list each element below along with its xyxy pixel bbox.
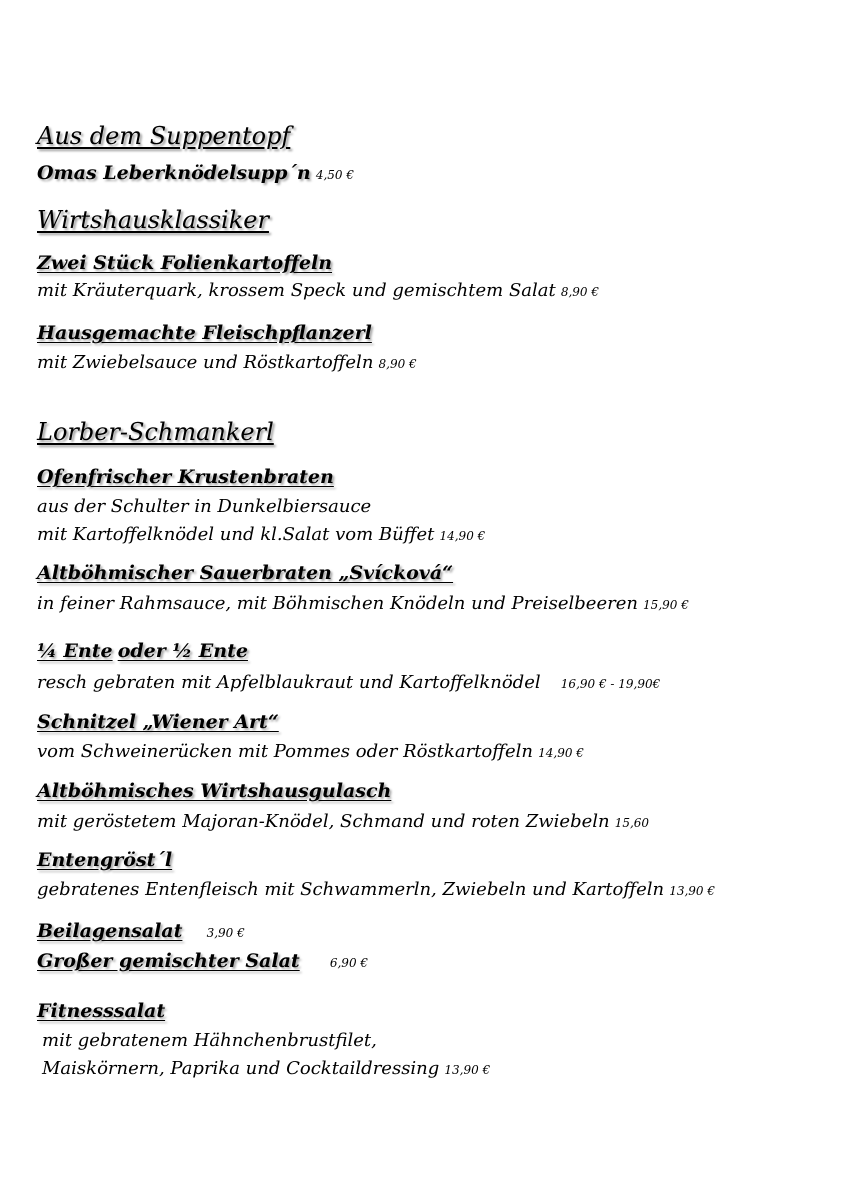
dish-desc-sauerbraten — [37, 593, 689, 614]
dish-desc: mit Zwiebelsauce und Röstkartoffeln — [37, 352, 374, 373]
dish-desc-fleischpflanzerl — [37, 352, 417, 373]
dish-price: 13,90 € — [669, 884, 716, 898]
dish-desc: vom Schweinerücken mit Pommes oder Röstkartoffeln — [37, 741, 534, 762]
dish-desc-fitnesssalat-line1: mit gebratenem Hähnchenbrustfilet, — [42, 1030, 377, 1051]
dish-price: 15,60 — [614, 816, 650, 830]
dish-price: 15,90 € — [643, 598, 689, 612]
dish-name-fitnesssalat: Fitnesssalat — [37, 1000, 166, 1022]
dish-desc-fitnesssalat-line2 — [42, 1058, 490, 1079]
dish-desc-entengroestl — [37, 879, 715, 900]
dish-name-fleischpflanzerl: Hausgemachte Fleischpflanzerl — [37, 322, 372, 344]
dish-desc-gulasch — [37, 811, 649, 832]
dish-price: 16,90 € - 19,90€ — [560, 677, 661, 691]
dish-desc: Maiskörnern, Paprika und Cocktaildressing — [42, 1058, 440, 1079]
dish-desc-krustenbraten-line1: aus der Schulter in Dunkelbiersauce — [37, 496, 372, 517]
menu-item-gemischter-salat — [37, 950, 368, 972]
dish-desc-schnitzel — [37, 741, 584, 762]
dish-desc: mit geröstetem Majoran-Knödel, Schmand und roten Zwiebeln — [37, 811, 610, 832]
dish-price: 4,50 € — [315, 168, 355, 182]
dish-name-schnitzel: Schnitzel „Wiener Art“ — [37, 711, 279, 733]
dish-name: Beilagensalat — [37, 920, 183, 942]
dish-name-ente — [37, 640, 248, 662]
dish-name-krustenbraten: Ofenfrischer Krustenbraten — [37, 466, 334, 488]
dish-name-folienkartoffeln: Zwei Stück Folienkartoffeln — [37, 252, 333, 274]
dish-desc-folienkartoffeln — [37, 280, 599, 301]
dish-name-sauerbraten: Altböhmischer Sauerbraten „Svícková“ — [37, 562, 454, 584]
dish-price: 8,90 € — [560, 285, 599, 299]
dish-price: 13,90 € — [444, 1063, 491, 1077]
dish-desc: in feiner Rahmsauce, mit Böhmischen Knödeln und Preiselbeeren — [37, 593, 638, 614]
dish-price: 8,90 € — [378, 357, 417, 371]
dish-desc-ente — [37, 672, 660, 693]
dish-name-gulasch: Altböhmisches Wirtshausgulasch — [37, 780, 392, 802]
section-title-suppentopf: Aus dem Suppentopf — [37, 122, 291, 150]
dish-price: 14,90 € — [439, 529, 486, 543]
section-title-lorber-schmankerl: Lorber-Schmankerl — [37, 418, 274, 446]
dish-name-entengroestl: Entengröst´l — [37, 849, 173, 871]
dish-name: Großer gemischter Salat — [37, 950, 300, 972]
dish-desc-krustenbraten-line2 — [37, 524, 485, 545]
menu-item-leberknoedelsuppe — [37, 162, 354, 184]
section-title-wirtshausklassiker: Wirtshausklassiker — [37, 206, 269, 234]
dish-name-half-duck: oder ½ Ente — [117, 640, 248, 662]
dish-price: 14,90 € — [538, 746, 584, 760]
dish-name: Omas Leberknödelsupp´n — [37, 162, 311, 184]
dish-price: 3,90 € — [206, 926, 245, 940]
dish-desc: mit Kräuterquark, krossem Speck und gemischtem Salat — [37, 280, 556, 301]
dish-desc: mit Kartoffelknödel und kl.Salat vom Büffet — [37, 524, 435, 545]
dish-price: 6,90 € — [329, 956, 369, 970]
dish-desc: resch gebraten mit Apfelblaukraut und Kartoffelknödel — [37, 672, 541, 693]
dish-name-quarter-duck: ¼ Ente — [37, 640, 113, 662]
menu-item-beilagensalat — [37, 920, 245, 942]
dish-desc: gebratenes Entenfleisch mit Schwammerln, Zwiebeln und Kartoffeln — [37, 879, 665, 900]
